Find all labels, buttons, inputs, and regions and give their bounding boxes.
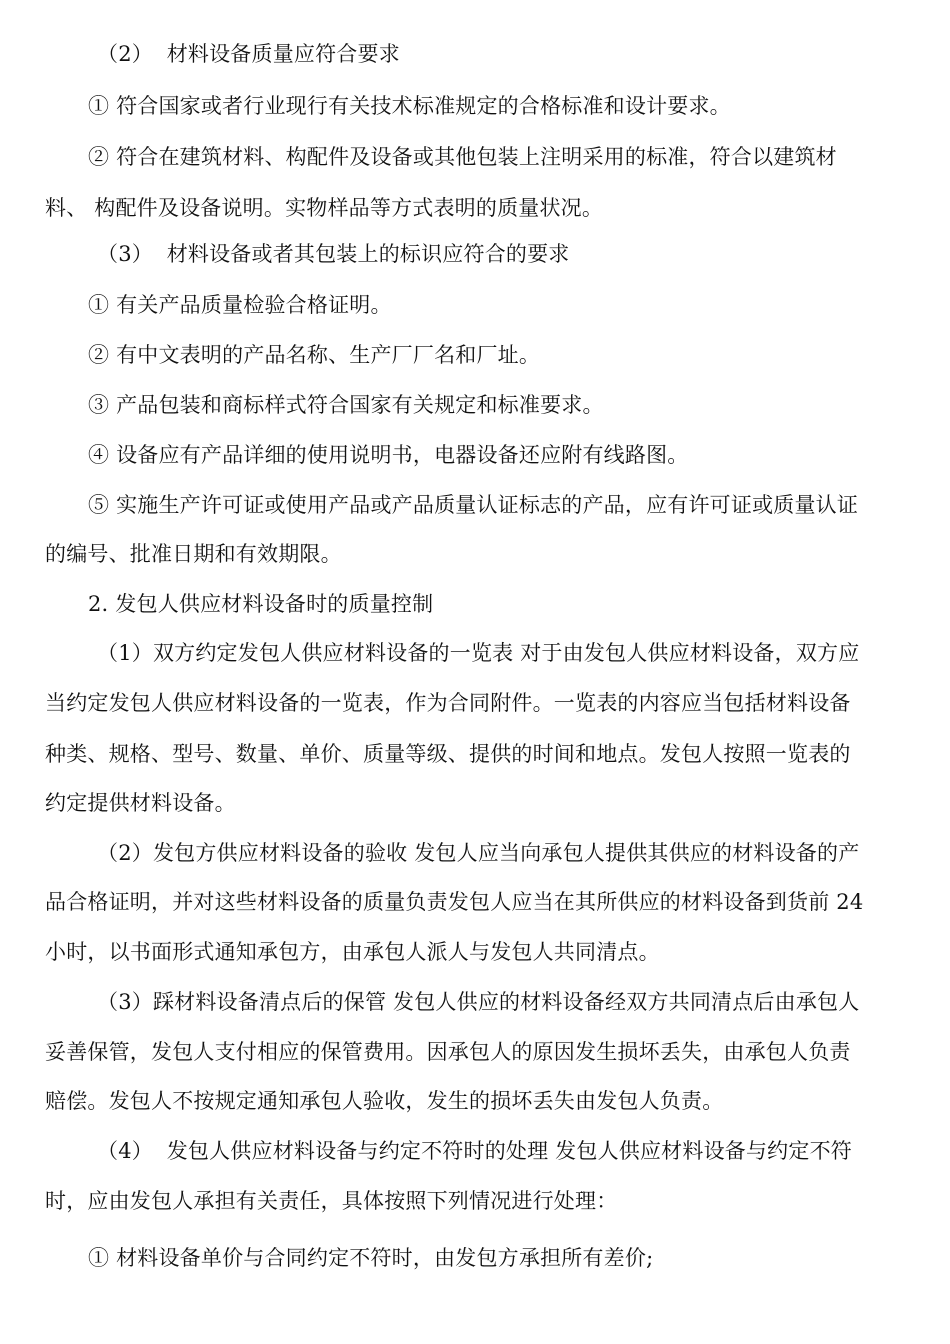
paragraph-line: 种类、规格、型号、数量、单价、质量等级、提供的时间和地点。发包人按照一览表的	[45, 742, 851, 766]
list-item-continuation: 的编号、批准日期和有效期限。	[45, 542, 342, 566]
list-item: ④ 设备应有产品详细的使用说明书，电器设备还应附有线路图。	[88, 443, 689, 467]
paragraph-line: 妥善保管，发包人支付相应的保管费用。因承包人的原因发生损坏丢失，由承包人负责	[45, 1040, 851, 1064]
paragraph-line: 品合格证明，并对这些材料设备的质量负责发包人应当在其所供应的材料设备到货前 24	[45, 890, 864, 914]
list-item: ③ 产品包装和商标样式符合国家有关规定和标准要求。	[88, 393, 604, 417]
subsection-heading-labeling-requirements: （3） 材料设备或者其包装上的标识应符合的要求	[97, 242, 570, 266]
paragraph-line: （4） 发包人供应材料设备与约定不符时的处理 发包人供应材料设备与约定不符	[97, 1139, 852, 1163]
list-item: ① 有关产品质量检验合格证明。	[88, 293, 392, 317]
paragraph-line: 当约定发包人供应材料设备的一览表，作为合同附件。一览表的内容应当包括材料设备	[45, 691, 851, 715]
paragraph-line: 约定提供材料设备。	[45, 791, 236, 815]
list-item: ⑤ 实施生产许可证或使用产品或产品质量认证标志的产品，应有许可证或质量认证	[88, 493, 859, 517]
list-item-continuation: 料、 构配件及设备说明。实物样品等方式表明的质量状况。	[45, 196, 604, 220]
list-item: ① 符合国家或者行业现行有关技术标准规定的合格标准和设计要求。	[88, 94, 731, 118]
list-item: ① 材料设备单价与合同约定不符时，由发包方承担所有差价;	[88, 1246, 654, 1270]
paragraph-line: 时，应由发包人承担有关责任，具体按照下列情况进行处理：	[45, 1189, 618, 1213]
paragraph-line: （1）双方约定发包人供应材料设备的一览表 对于由发包人供应材料设备，双方应	[97, 641, 860, 665]
list-item: ② 有中文表明的产品名称、生产厂厂名和厂址。	[88, 343, 541, 367]
list-item: ② 符合在建筑材料、构配件及设备或其他包装上注明采用的标准，符合以建筑材	[88, 145, 837, 169]
section-heading: 2. 发包人供应材料设备时的质量控制	[88, 592, 434, 616]
paragraph-line: （2）发包方供应材料设备的验收 发包人应当向承包人提供其供应的材料设备的产	[97, 841, 860, 865]
subsection-heading-quality-requirements: （2） 材料设备质量应符合要求	[97, 42, 400, 66]
paragraph-line: （3）踩材料设备清点后的保管 发包人供应的材料设备经双方共同清点后由承包人	[97, 990, 860, 1014]
paragraph-line: 小时，以书面形式通知承包方，由承包人派人与发包人共同清点。	[45, 940, 660, 964]
paragraph-line: 赔偿。发包人不按规定通知承包人验收，发生的损坏丢失由发包人负责。	[45, 1089, 724, 1113]
